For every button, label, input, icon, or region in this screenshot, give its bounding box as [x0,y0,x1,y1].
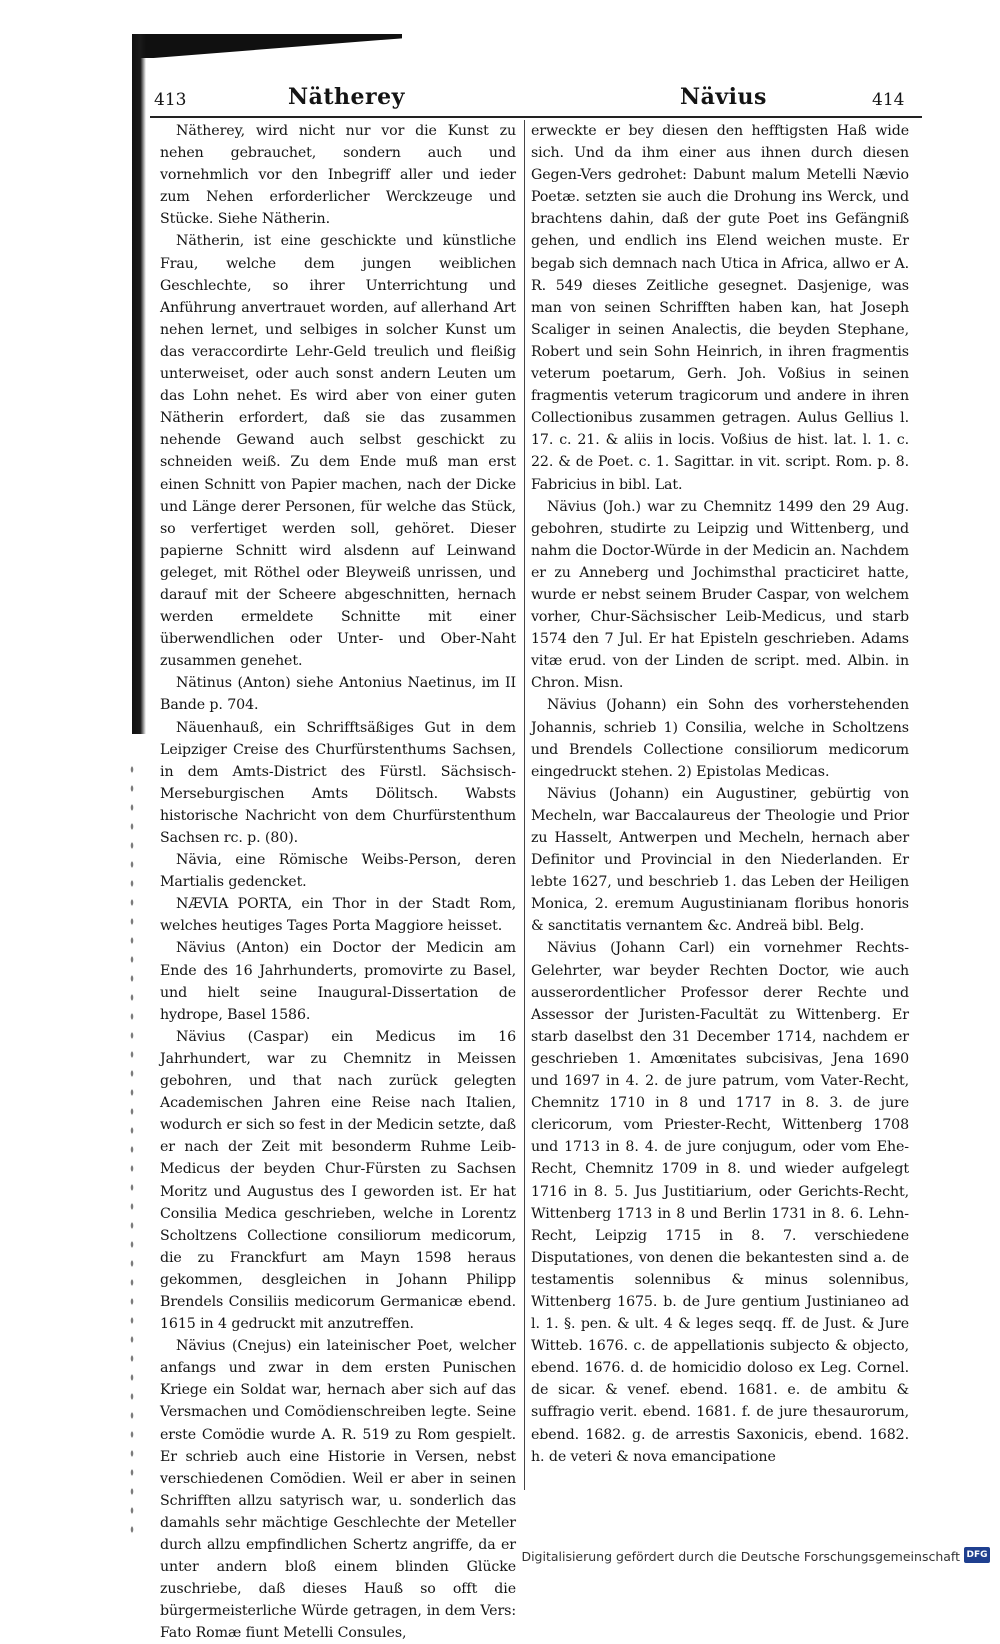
entry-naetinus: Nätinus (Anton) siehe Antonius Naetinus, im II Bande p. 704. [160,675,516,714]
running-header [150,84,922,118]
footer-credit-text: Digitalisierung gefördert durch die Deutsche Forschungsgemeinschaft [521,1549,960,1564]
entry-naevius-joh: Nävius (Joh.) war zu Chemnitz 1499 den 29 Aug. gebohren, studirte zu Leipzig und Wittenberg, und nahm die Doctor-Würde in der Medicin an. Nachdem er zu Anneberg und Jochimsthal practiciret hatte, wurde er nebst seinem Bruder Caspar, von welchem vorher, Chur-Sächsischer Leib-Medicus, und starb 1574 den 7 Jul. Er hat Episteln geschrieben. Adams vitæ erud. von der Linden de script. med. Albin. in Chron. Misn. [531,498,909,692]
entry-naevius-caspar: Nävius (Caspar) ein Medicus im 16 Jahrhundert, war zu Chemnitz in Meissen gebohren, und that nach zurück gelegten Academischen Jahren eine Reise nach Italien, wodurch er sich so fest in der Medicin setzte, daß er nach der Zeit mit besonderm Ruhme Leib-Medicus der beyden Chur-Fürsten zu Sachsen Moritz und Augustus des I geworden ist. Er hat Consilia Medica geschrieben, welche in Lorentz Scholtzens Collectione consiliorum medicorum, die zu Franckfurt am Mayn 1598 heraus gekommen, desgleichen in Johann Philipp Brendels Consiliis medicorum Germanicæ ebend. 1615 in 4 gedruckt mit anzutreffen. [160,1028,516,1333]
entry-naetherin: Nätherin, ist eine geschickte und künstliche Frau, welche dem jungen weiblichen Geschlechte, so ihrer Unterrichtung und Anführung anvertrauet worden, auf allerhand Art nehen lernet, und selbiges in solcher Kunst um das veraccordirte Lehr-Geld treulich und fleißig unterweiset, oder auch sonst andern Leuten um das Lohn nehet. Es wird aber von einer guten Nätherin erfordert, daß sie das zusammen nehende Gewand auch selbst geschickt zu schneiden weiß. Zu dem Ende muß man erst einen Schnitt von Papier machen, nach der Dicke und Länge derer Personen, für welche das Stück, so verfertiget werden soll, gehöret. Dieser papierne Schnitt wird alsdenn auf Leinwand geleget, mit Röthel oder Bleyweiß unrissen, und darauf mit der Scheere abgeschnitten, hernach werden ermeldete Schnitte mit einer überwendlichen oder Unter- und Ober-Naht zusammen genehet. [160,233,516,670]
entry-naevius-anton: Nävius (Anton) ein Doctor der Medicin am Ende des 16 Jahrhunderts, promovirte zu Basel, und hielt seine Inaugural-Dissertation de hydrope, Basel 1586. [160,940,516,1023]
scan-edge-shadow-top [132,34,402,58]
header-rule [150,116,922,118]
column-divider [524,120,525,1490]
entry-naeuenhauss: Näuenhauß, ein Schrifftsäßiges Gut in dem Leipziger Creise des Churfürstenthums Sachsen, in dem Amts-District des Fürstl. Sächsisch-Merseburgischen Amts Dölitsch. Wabsts historische Nachricht von dem Churfürstenthum Sachsen rc. p. (80). [160,719,516,846]
left-running-title: Nätherey [288,84,405,110]
entry-naevius-johann-augustiner: Nävius (Johann) ein Augustiner, gebürtig von Mecheln, war Baccalaureus der Theologie und Prior zu Hasselt, Antwerpen und Mecheln, hernach aber Definitor und Provincial in den Niederlanden. Er lebte 1627, und beschrieb 1. das Leben der Heiligen Monica, 2. eremum Augustinianam floribus honoris & sanctitatis vernantem &c. Andreä bibl. Belg. [531,785,909,935]
entry-naevius-cnejus-continued: erweckte er bey diesen den hefftigsten Haß wide sich. Und da ihm einer aus ihnen durch diesen Gegen-Vers gedrohet: Dabunt malum Metelli Nævio Poetæ. setzten sie auch die Drohung ins Werck, und brachtens dahin, daß der gute Poet ins Gefängniß gehen, und endlich ins Elend weichen muste. Er begab sich demnach nach Utica in Africa, allwo er A. R. 549 dieses Zeitliche gesegnet. Dasjenige, was man von seinen Schrifften haben kan, hat Joseph Scaliger in seinen Analectis, die beyden Stephane, Robert und sein Sohn Heinrich, in ihren fragmentis veterum poetarum, Gerh. Joh. Voßius in seinen fragmentis veterum tragicorum und andere in ihren Collectionibus zusammen getragen. Aulus Gellius l. 17. c. 21. & aliis in locis. Voßius de hist. lat. l. 1. c. 22. & de Poet. c. 1. Sagittar. in vit. script. Rom. p. 8. Fabricius in bibl. Lat. [531,123,909,493]
left-page-number: 413 [154,90,187,110]
scan-edge-shadow-left [132,34,146,734]
left-column [160,120,516,1642]
right-running-title: Nävius [680,84,767,110]
entry-naevius-johann-son: Nävius (Johann) ein Sohn des vorherstehenden Johannis, schrieb 1) Consilia, welche in Scholtzens und Brendels Collectione consiliorum medicorum eingedruckt stehen. 2) Epistolas Medicas. [531,697,909,780]
dfg-logo: DFG [964,1547,990,1563]
entry-naevia-porta: NÆVIA PORTA, ein Thor in der Stadt Rom, welches heutiges Tages Porta Maggiore heisset. [160,896,516,935]
entry-naevius-cnejus: Nävius (Cnejus) ein lateinischer Poet, welcher anfangs und zwar in dem ersten Punischen Kriege ein Soldat war, hernach aber sich auf das Versmachen und Comödienschreiben legte. Seine erste Comödie wurde A. R. 519 zu Rom gespielt. Er schrieb auch eine Historie in Versen, nebst verschiedenen Comödien. Weil er aber in seinen Schrifften allzu satyrisch war, u. sonderlich das damahls sehr mächtige Geschlechte der Meteller durch allzu empfindlichen Schertz angriffe, da er unter andern bloß einem blinden Glücke zuschriebe, daß dieses Hauß so offt die bürgermeisterliche Würde getragen, in dem Vers: Fato Romæ fiunt Metelli Consules, [160,1338,516,1642]
digitization-footer [521,1547,990,1567]
right-column [531,120,909,1490]
entry-naevia: Nävia, eine Römische Weibs-Person, deren Martialis gedencket. [160,852,516,891]
entry-naevius-johann-carl: Nävius (Johann Carl) ein vornehmer Rechts-Gelehrter, war beyder Rechten Doctor, wie auch ausserordentlicher Professor derer Rechte und Assessor der Juristen-Facultät zu Wittenberg. Er starb daselbst den 31 December 1714, nachdem er geschrieben 1. Amœnitates subcisivas, Jena 1690 und 1697 in 4. 2. de jure patrum, vom Vater-Recht, Chemnitz 1710 in 8 und 1717 in 8. 3. de jure clericorum, vom Priester-Recht, Wittenberg 1708 und 1713 in 8. 4. de jure conjugum, oder vom Ehe-Recht, Chemnitz 1709 in 8. und wieder aufgelegt 1716 in 8. 5. Jus Justitiarium, oder Gerichts-Recht, Wittenberg 1713 in 8 und Berlin 1731 in 8. 6. Lehn-Recht, Leipzig 1715 in 8. 7. verschiedene Disputationes, von denen die bekantesten sind a. de testamentis solennibus & minus solennibus, Wittenberg 1675. b. de Jure gentium Justinianeo ad l. 1. §. pen. & ult. 4 & leges seqq. ff. de Just. & Jure Witteb. 1676. c. de appellationis subjecto & objecto, ebend. 1676. d. de homicidio doloso ex Leg. Cornel. de sicar. & venef. ebend. 1681. e. de ambitu & suffragio verit. ebend. 1681. f. de jure thesaurorum, ebend. 1682. g. de arrestis Saxonicis, ebend. 1682. h. de veteri & nova emancipatione [531,940,909,1465]
scan-edge-speckle [128,760,138,1540]
entry-naetherey: Nätherey, wird nicht nur vor die Kunst zu nehen gebrauchet, sondern auch und vornehmlich vor den Inbegriff aller und ieder zum Nehen erforderlicher Werckzeuge und Stücke. Siehe Nätherin. [160,123,516,228]
right-page-number: 414 [872,90,905,110]
